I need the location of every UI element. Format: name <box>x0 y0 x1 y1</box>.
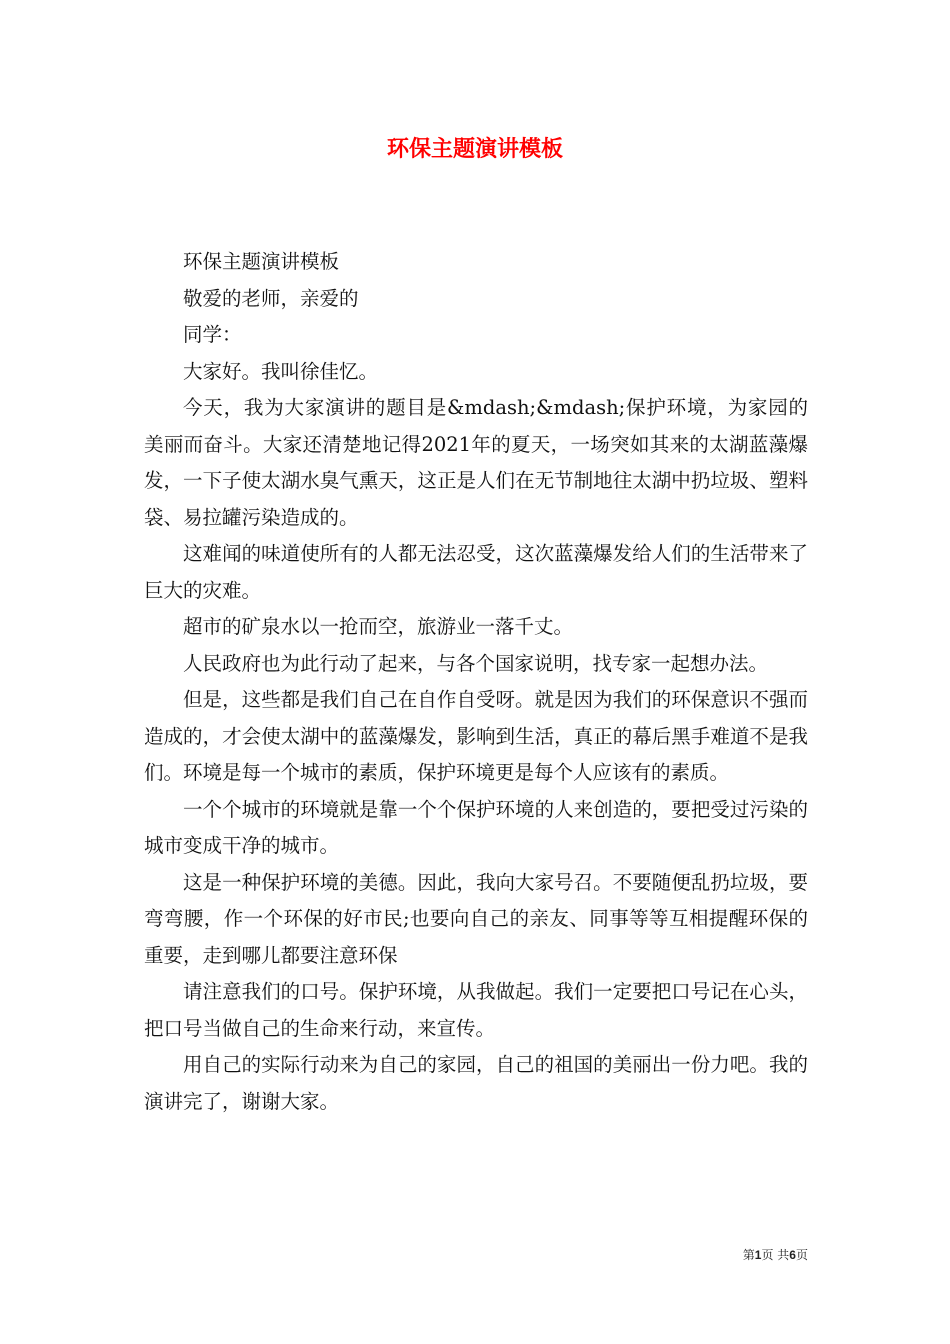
paragraph: 超市的矿泉水以一抢而空，旅游业一落千丈。 <box>183 615 574 638</box>
footer-prefix: 第 <box>742 1248 755 1262</box>
footer-suffix: 页 <box>795 1248 808 1262</box>
paragraph: 但是，这些都是我们自己在自作自受呀。就是因为我们的环保意识不强而造成的，才会使太湖中的蓝藻爆发，影响到生活，真正的幕后黑手难道不是我们。环境是每一个城市的素质，保护环境更是每个人应该有的素质。 <box>144 688 808 784</box>
paragraph: 人民政府也为此行动了起来，与各个国家说明，找专家一起想办法。 <box>183 651 769 675</box>
page-number-footer <box>690 1246 808 1263</box>
paragraph: 这是一种保护环境的美德。因此，我向大家号召。不要随便乱扔垃圾，要弯弯腰，作一个环保的好市民;也要向自己的亲友、同事等等互相提醒环保的重要，走到哪儿都要注意环保 <box>144 870 808 967</box>
paragraph: 大家好。我叫徐佳忆。 <box>183 359 379 383</box>
paragraph: 用自己的实际行动来为自己的家园，自己的祖国的美丽出一份力吧。我的演讲完了，谢谢大家。 <box>144 1053 808 1113</box>
document-body <box>144 244 808 1120</box>
paragraph: 这难闻的味道使所有的人都无法忍受，这次蓝藻爆发给人们的生活带来了巨大的灾难。 <box>144 542 808 602</box>
paragraph: 敬爱的老师，亲爱的 <box>183 286 359 310</box>
current-page-number: 1 <box>754 1248 762 1262</box>
paragraph: 同学： <box>183 323 242 346</box>
paragraph: 一个个城市的环境就是靠一个个保护环境的人来创造的，要把受过污染的城市变成干净的城市。 <box>144 797 808 857</box>
footer-middle: 页 共 <box>761 1248 790 1262</box>
document-title: 环保主题演讲模板 <box>386 136 563 162</box>
paragraph: 环保主题演讲模板 <box>183 250 340 273</box>
paragraph: 请注意我们的口号。保护环境，从我做起。我们一定要把口号记在心头，把口号当做自己的生命来行动，来宣传。 <box>144 980 808 1040</box>
paragraph: 今天，我为大家演讲的题目是&mdash;&mdash;保护环境，为家园的美丽而奋斗。大家还清楚地记得2021年的夏天，一场突如其来的太湖蓝藻爆发，一下子使太湖水臭气熏天，这正是人们在无节制地往太湖中扔垃圾、塑料袋、易拉罐污染造成的。 <box>144 396 808 529</box>
total-pages-number: 6 <box>789 1248 796 1262</box>
